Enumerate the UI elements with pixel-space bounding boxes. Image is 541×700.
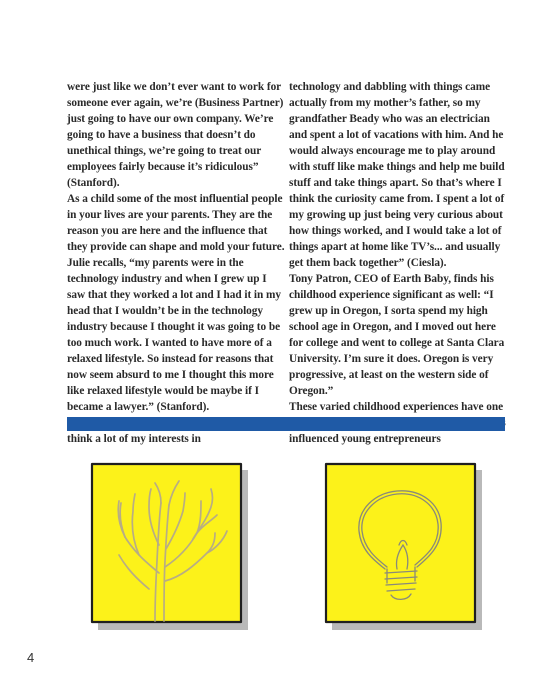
paragraph: were just like we don’t ever want to work for someone ever again, we’re (Business Partner) just going to have our own company. We’re going to have a business that doesn’t do unethical things, we’re going to treat our employees fairly because it’s ridiculous” (Stanford). xyxy=(67,81,284,189)
page-number: 4 xyxy=(27,650,35,665)
paragraph: As a child some of the most influential people in your lives are your parents. They are the reason you are here and the influence that they provide can shape and mold your future. Julie recalls, “my parents were in the technology industry and when I grew up I saw that they worked a lot and I had it in my head that I wouldn’t be in the technology industry because I thought it was going to be too much work. I wanted to have more of a relaxed lifestyle. So instead for reasons that now seem absurd to me I thought this more like relaxed lifestyle would be maybe if I became a lawyer.” (Stanford). xyxy=(67,193,285,413)
paragraph: These varied childhood experiences have one influenced young entrepreneurs xyxy=(289,401,504,445)
lightbulb-sketch-note xyxy=(323,461,483,631)
left-text-column xyxy=(67,79,285,447)
right-text-column xyxy=(289,79,507,447)
paragraph: technology and dabbling with things came actually from my mother’s father, so my grandfather Beady who was an electrician and spent a lot of vacations with him. And he would always encourage me to play around with stuff like make things and help me build stuff and take things apart. So that’s where I think the curiosity came from. I spent a lot of my growing up just being very curious about how things worked, and I would take a lot of things apart at home like TV’s... and usually get them back together” (Ciesla). xyxy=(289,81,505,269)
accent-bar xyxy=(67,417,505,431)
tree-sketch-note xyxy=(89,461,249,631)
paragraph: think a lot of my interests in xyxy=(67,433,201,445)
paragraph: Tony Patron, CEO of Earth Baby, finds his childhood experience significant as well: “I grew up in Oregon, I sorta spend my high school age in Oregon, and I moved out here for college and went to college at Santa Clara University. I’m sure it does. Oregon is very progressive, at least on the western side of Oregon.” xyxy=(289,273,505,397)
